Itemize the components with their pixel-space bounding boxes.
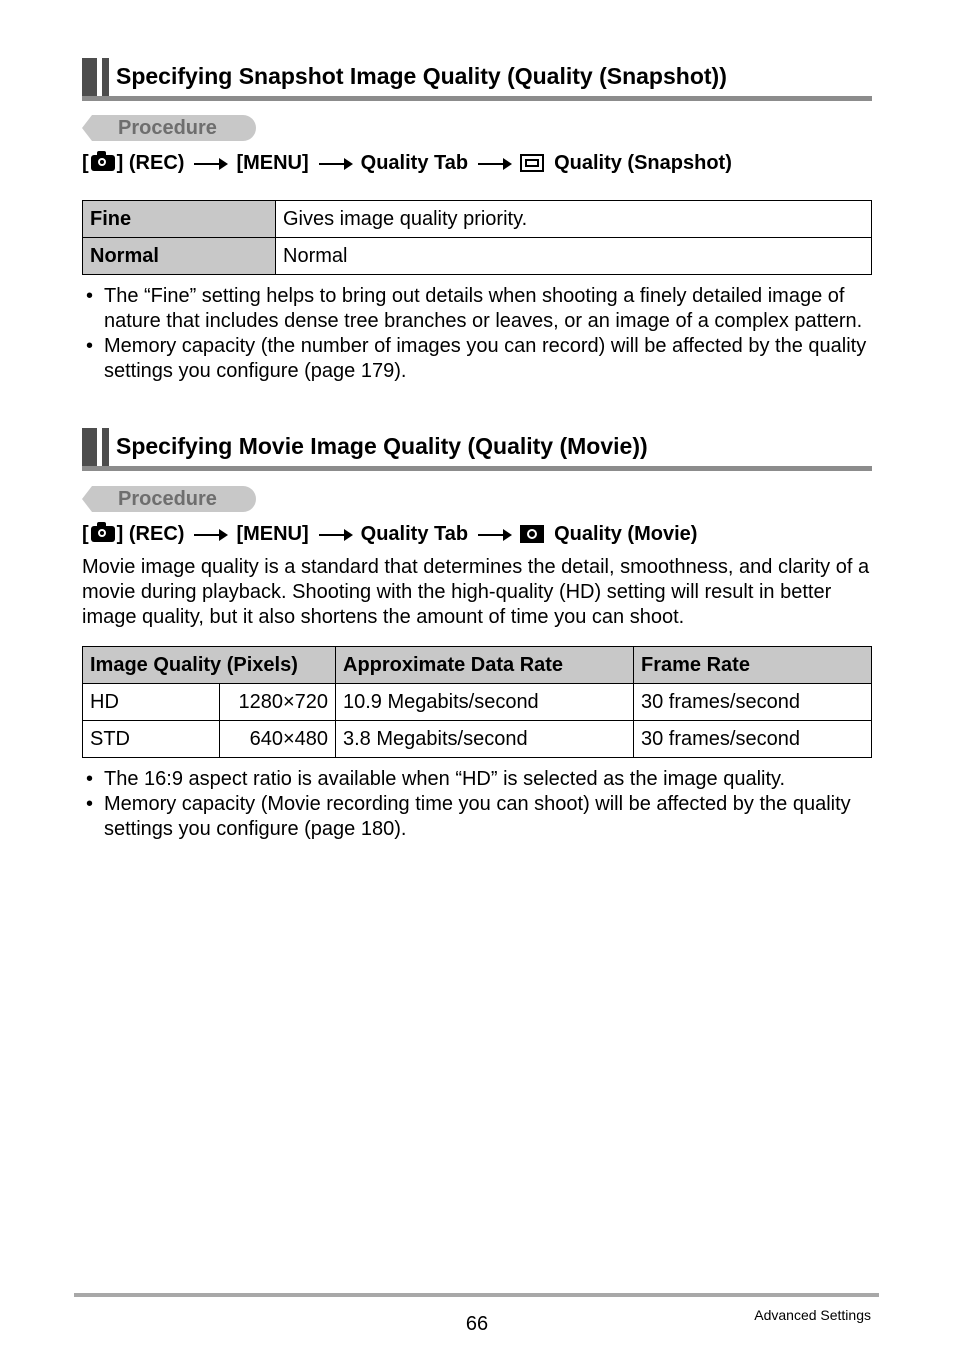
arrow-right-icon — [478, 163, 510, 165]
table-cell-desc: Normal — [276, 238, 872, 275]
table-row — [83, 201, 872, 238]
table-row — [83, 238, 872, 275]
path-item: Quality (Movie) — [554, 523, 698, 545]
table-row — [83, 684, 872, 721]
procedure-label: Procedure — [118, 488, 217, 510]
movie-section — [82, 428, 872, 471]
movie-quality-table — [82, 646, 872, 758]
path-item: Quality (Snapshot) — [554, 152, 732, 174]
movie-section-title: Specifying Movie Image Quality (Quality (Movie)) — [116, 433, 648, 459]
table-cell-rate: 10.9 Megabits/second — [336, 684, 634, 721]
note-item: • The 16:9 aspect ratio is available when “HD” is selected as the image quality. — [82, 767, 872, 792]
table-cell-rate: 3.8 Megabits/second — [336, 721, 634, 758]
path-rec: ] (REC) — [116, 152, 185, 174]
arrow-right-icon — [319, 534, 351, 536]
note-item: • Memory capacity (Movie recording time you can shoot) will be affected by the quality settings you configure (page 180). — [82, 792, 872, 842]
page-number: 66 — [465, 1313, 489, 1335]
footer-section-label: Advanced Settings — [754, 1307, 871, 1323]
procedure-label: Procedure — [118, 117, 217, 139]
table-cell-pixels: 1280×720 — [220, 684, 336, 721]
snapshot-section — [82, 58, 872, 101]
header-bar-decoration — [82, 58, 97, 96]
header-bar-decoration — [102, 428, 109, 466]
snapshot-section-header — [82, 58, 872, 101]
snapshot-quality-table — [82, 200, 872, 275]
note-item: • Memory capacity (the number of images you can record) will be affected by the quality settings you configure (page 179). — [82, 334, 872, 384]
path-open-bracket: [ — [82, 152, 89, 174]
table-row — [83, 721, 872, 758]
table-cell-fps: 30 frames/second — [634, 684, 872, 721]
badge-notch — [82, 115, 92, 141]
table-header-row — [83, 647, 872, 684]
header-bar-decoration — [82, 428, 97, 466]
footer-divider — [74, 1293, 879, 1297]
arrow-right-icon — [319, 163, 351, 165]
badge-notch — [82, 486, 92, 512]
procedure-label-badge — [82, 115, 256, 141]
movie-notes — [82, 767, 872, 842]
procedure-label-badge — [82, 486, 256, 512]
table-cell-desc: Gives image quality priority. — [276, 201, 872, 238]
table-cell-pixels: 640×480 — [220, 721, 336, 758]
table-header-fps: Frame Rate — [634, 647, 872, 684]
camera-icon — [91, 155, 115, 171]
arrow-right-icon — [194, 534, 226, 536]
movie-section-header — [82, 428, 872, 471]
movie-quality-icon — [520, 525, 544, 543]
note-item: • The “Fine” setting helps to bring out details when shooting a finely detailed image of nature that includes dense tree branches or leaves, or an image of a complex pattern. — [82, 284, 872, 334]
snapshot-notes — [82, 284, 872, 384]
table-cell-setting: Normal — [83, 238, 276, 275]
path-menu: [MENU] — [236, 523, 309, 545]
table-cell-quality: STD — [83, 721, 220, 758]
path-tab: Quality Tab — [360, 523, 469, 545]
snapshot-section-title: Specifying Snapshot Image Quality (Quality (Snapshot)) — [116, 63, 727, 89]
path-open-bracket: [ — [82, 523, 89, 545]
path-rec: ] (REC) — [116, 523, 185, 545]
camera-icon — [91, 526, 115, 542]
table-cell-quality: HD — [83, 684, 220, 721]
snapshot-quality-icon — [520, 154, 544, 172]
path-menu: [MENU] — [236, 152, 309, 174]
arrow-right-icon — [478, 534, 510, 536]
header-bar-decoration — [102, 58, 109, 96]
menu-path — [82, 521, 697, 547]
movie-description: Movie image quality is a standard that determines the detail, smoothness, and clarity of a movie during playback. Shooting with the high-quality (HD) setting will result in better image quality, but it also shortens the amount of time you can shoot. — [82, 556, 870, 628]
table-cell-setting: Fine — [83, 201, 276, 238]
arrow-right-icon — [194, 163, 226, 165]
menu-path — [82, 150, 732, 176]
table-header-rate: Approximate Data Rate — [336, 647, 634, 684]
path-tab: Quality Tab — [360, 152, 469, 174]
table-cell-fps: 30 frames/second — [634, 721, 872, 758]
table-header-quality: Image Quality (Pixels) — [83, 647, 336, 684]
